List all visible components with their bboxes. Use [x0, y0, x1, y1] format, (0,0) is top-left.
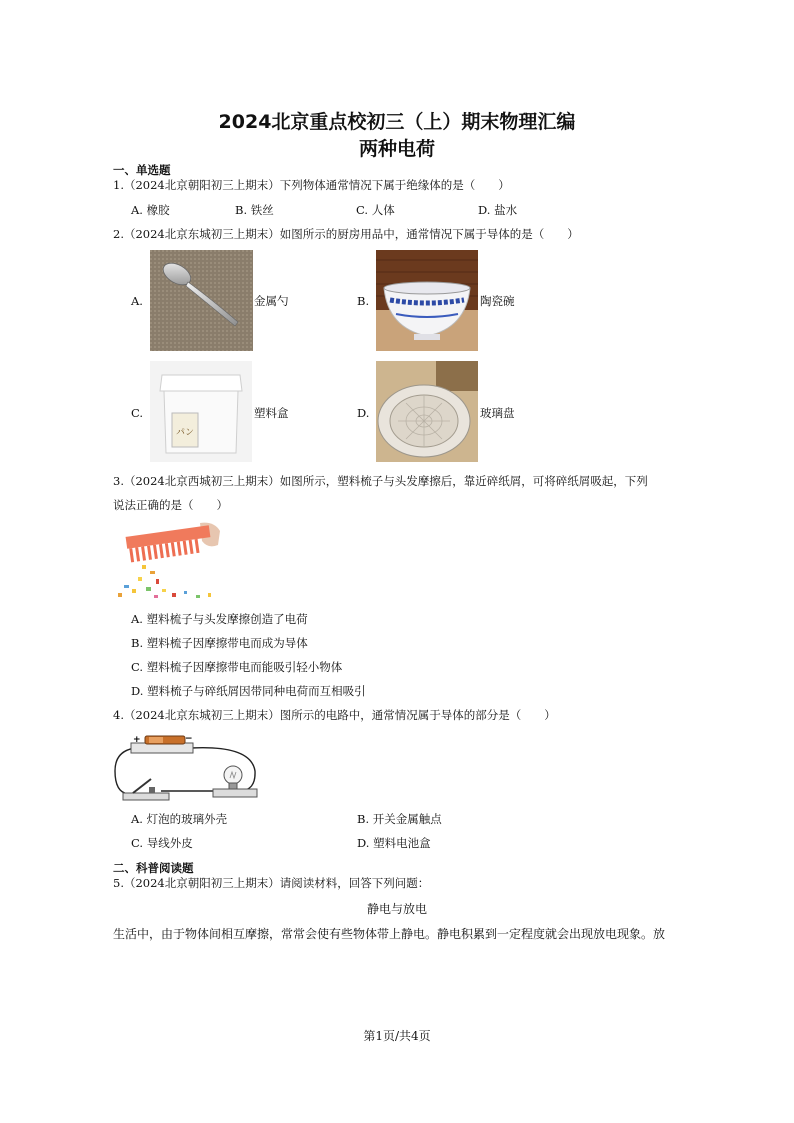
- question-5-stem: 5.（2024北京朝阳初三上期末）请阅读材料，回答下列问题：: [113, 876, 430, 890]
- question-2-stem: 2.（2024北京东城初三上期末）如图所示的厨房用品中，通常情况下属于导体的是（ ）: [113, 227, 579, 241]
- question-3-option-a: A. 塑料梳子与头发摩擦创造了电荷: [131, 612, 308, 626]
- question-3-stem-line-2: 说法正确的是（ ）: [113, 498, 228, 512]
- document-title: 2024北京重点校初三（上）期末物理汇编: [218, 111, 576, 133]
- question-2-option-d-letter: D.: [357, 406, 370, 420]
- page-footer: 第1页/共4页: [363, 1029, 431, 1043]
- comb-and-paper-image: [112, 519, 222, 602]
- question-2-option-a-label: 金属勺: [254, 294, 289, 308]
- question-2-option-b-letter: B.: [357, 294, 370, 308]
- question-2-option-a-letter: A.: [131, 294, 143, 308]
- document-subtitle: 两种电荷: [358, 138, 435, 160]
- ceramic-bowl-image: [376, 250, 478, 351]
- question-2-option-d-label: 玻璃盘: [480, 406, 515, 420]
- question-1-option-b: B. 铁丝: [235, 203, 274, 217]
- question-1-option-d: D. 盐水: [478, 203, 518, 217]
- question-4-option-c: C. 导线外皮: [131, 836, 193, 850]
- article-paragraph: 生活中，由于物体间相互摩擦，常常会使有些物体带上静电。静电积累到一定程度就会出现放电现象。放: [113, 927, 666, 941]
- question-3-option-d: D. 塑料梳子与碎纸屑因带同种电荷而互相吸引: [131, 684, 366, 698]
- question-1-option-c: C. 人体: [356, 203, 395, 217]
- question-2-option-c-letter: C.: [131, 406, 144, 420]
- question-2-option-b-label: 陶瓷碗: [480, 294, 515, 308]
- question-1-option-a: A. 橡胶: [131, 203, 170, 217]
- question-3-option-c: C. 塑料梳子因摩擦带电而能吸引轻小物体: [131, 660, 343, 674]
- question-4-option-a: A. 灯泡的玻璃外壳: [131, 812, 228, 826]
- question-3-stem-line-1: 3.（2024北京西城初三上期末）如图所示，塑料梳子与头发摩擦后，靠近碎纸屑，可将碎纸屑吸起，下列: [113, 474, 648, 488]
- metal-spoon-image: [150, 250, 253, 351]
- battery-minus-sign: −: [185, 734, 193, 744]
- plastic-box-label: パン: [176, 428, 195, 438]
- section-heading-single-choice: 一、单选题: [113, 163, 171, 177]
- question-4-stem: 4.（2024北京东城初三上期末）图所示的电路中，通常情况属于导体的部分是（ ）: [113, 708, 556, 722]
- plastic-box-image: [150, 361, 252, 462]
- section-heading-reading: 二、科普阅读题: [113, 861, 194, 875]
- question-4-option-d: D. 塑料电池盒: [357, 836, 431, 850]
- glass-plate-image: [376, 361, 478, 462]
- question-3-option-b: B. 塑料梳子因摩擦带电而成为导体: [131, 636, 308, 650]
- question-4-option-b: B. 开关金属触点: [357, 812, 442, 826]
- question-2-option-c-label: 塑料盒: [254, 406, 289, 420]
- article-title: 静电与放电: [366, 902, 427, 916]
- battery-plus-sign: +: [133, 735, 141, 745]
- circuit-diagram: [111, 731, 261, 803]
- question-1-stem: 1.（2024北京朝阳初三上期末）下列物体通常情况下属于绝缘体的是（ ）: [113, 178, 510, 192]
